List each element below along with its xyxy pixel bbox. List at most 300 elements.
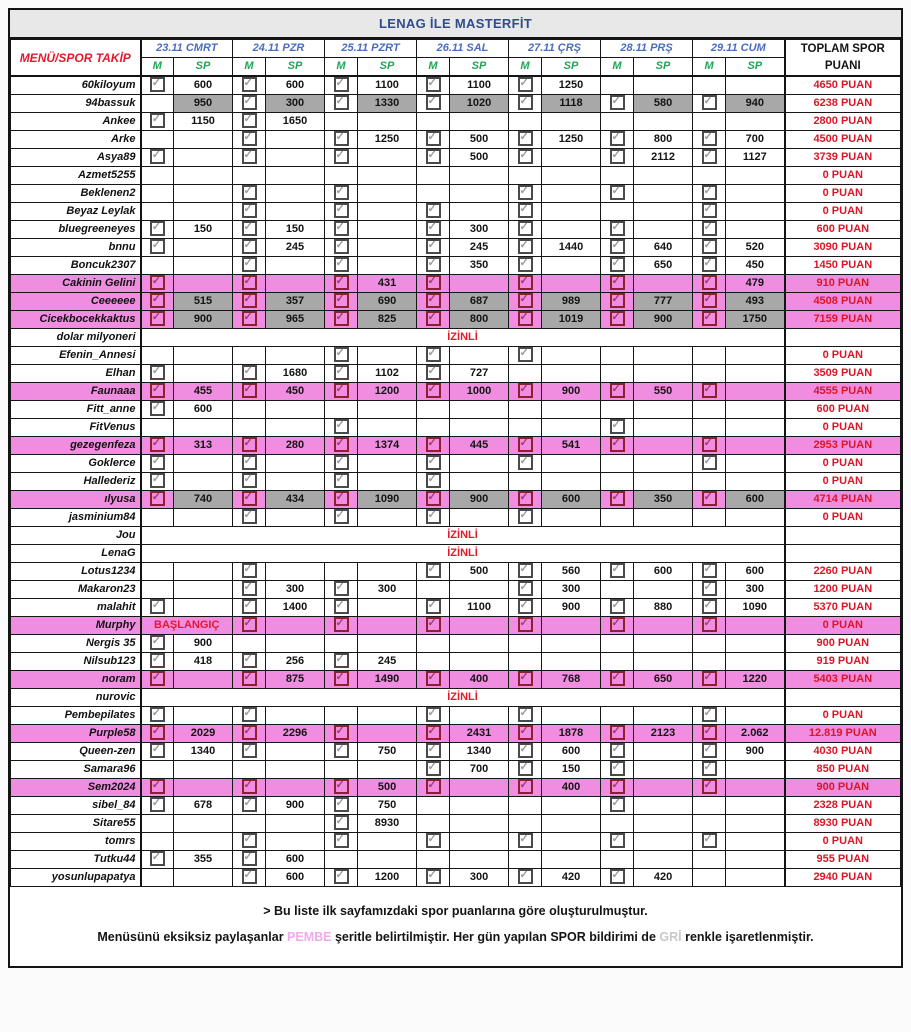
menu-cell bbox=[233, 797, 266, 815]
menu-checkbox[interactable] bbox=[702, 833, 717, 848]
menu-checkbox[interactable] bbox=[426, 563, 441, 578]
menu-checkbox[interactable] bbox=[518, 671, 533, 686]
menu-checkbox[interactable] bbox=[242, 509, 257, 524]
menu-checkbox[interactable] bbox=[334, 797, 349, 812]
menu-checkbox[interactable] bbox=[518, 239, 533, 254]
menu-cell bbox=[325, 347, 358, 365]
menu-checkbox[interactable] bbox=[426, 869, 441, 884]
menu-checkbox[interactable] bbox=[610, 743, 625, 758]
menu-checkbox[interactable] bbox=[518, 131, 533, 146]
menu-checkbox[interactable] bbox=[242, 491, 257, 506]
sp-score-cell bbox=[266, 743, 325, 761]
table-row bbox=[11, 563, 901, 581]
menu-checkbox[interactable] bbox=[610, 419, 625, 434]
total-points: 0 PUAN bbox=[785, 347, 901, 365]
menu-checkbox[interactable] bbox=[518, 707, 533, 722]
sp-score-cell: 900 bbox=[542, 383, 601, 401]
menu-cell bbox=[233, 149, 266, 167]
member-name: Cakinin Gelini bbox=[11, 275, 141, 293]
menu-checkbox[interactable] bbox=[150, 77, 165, 92]
table-row bbox=[11, 365, 901, 383]
sp-score-cell bbox=[266, 833, 325, 851]
menu-checkbox[interactable] bbox=[702, 707, 717, 722]
menu-checkbox[interactable] bbox=[334, 599, 349, 614]
menu-checkbox[interactable] bbox=[518, 293, 533, 308]
menu-checkbox[interactable] bbox=[334, 221, 349, 236]
menu-checkbox[interactable] bbox=[242, 113, 257, 128]
member-name: Cicekbocekkaktus bbox=[11, 311, 141, 329]
sp-score-cell: 900 bbox=[634, 311, 693, 329]
menu-checkbox[interactable] bbox=[518, 275, 533, 290]
menu-checkbox[interactable] bbox=[150, 455, 165, 470]
total-points: 0 PUAN bbox=[785, 833, 901, 851]
menu-checkbox[interactable] bbox=[150, 221, 165, 236]
sp-score-cell: 880 bbox=[634, 599, 693, 617]
menu-checkbox[interactable] bbox=[150, 779, 165, 794]
menu-checkbox[interactable] bbox=[150, 671, 165, 686]
table-row bbox=[11, 779, 901, 797]
menu-checkbox[interactable] bbox=[610, 239, 625, 254]
menu-checkbox[interactable] bbox=[242, 203, 257, 218]
menu-checkbox[interactable] bbox=[150, 275, 165, 290]
sp-score-cell: 500 bbox=[358, 779, 417, 797]
member-name: Azmet5255 bbox=[11, 167, 141, 185]
menu-checkbox[interactable] bbox=[518, 203, 533, 218]
sp-score-cell bbox=[358, 221, 417, 239]
menu-checkbox[interactable] bbox=[610, 563, 625, 578]
sp-score-cell: 750 bbox=[358, 743, 417, 761]
menu-checkbox[interactable] bbox=[242, 383, 257, 398]
sp-score-cell bbox=[726, 221, 785, 239]
menu-checkbox[interactable] bbox=[242, 293, 257, 308]
sp-score-cell bbox=[542, 509, 601, 527]
menu-checkbox[interactable] bbox=[518, 455, 533, 470]
menu-checkbox[interactable] bbox=[242, 239, 257, 254]
menu-checkbox[interactable] bbox=[242, 149, 257, 164]
menu-checkbox[interactable] bbox=[242, 221, 257, 236]
sp-score-cell: 600 bbox=[726, 491, 785, 509]
menu-checkbox[interactable] bbox=[426, 77, 441, 92]
menu-checkbox[interactable] bbox=[610, 761, 625, 776]
menu-checkbox[interactable] bbox=[426, 131, 441, 146]
menu-checkbox[interactable] bbox=[610, 293, 625, 308]
menu-checkbox[interactable] bbox=[610, 869, 625, 884]
menu-checkbox[interactable] bbox=[334, 293, 349, 308]
menu-checkbox[interactable] bbox=[702, 599, 717, 614]
menu-cell bbox=[509, 653, 542, 671]
menu-checkbox[interactable] bbox=[334, 257, 349, 272]
member-name: Nergis 35 bbox=[11, 635, 141, 653]
menu-checkbox[interactable] bbox=[150, 149, 165, 164]
menu-cell bbox=[693, 869, 726, 887]
member-name: Goklerce bbox=[11, 455, 141, 473]
menu-checkbox[interactable] bbox=[334, 383, 349, 398]
menu-checkbox[interactable] bbox=[334, 815, 349, 830]
menu-checkbox[interactable] bbox=[334, 149, 349, 164]
menu-checkbox[interactable] bbox=[426, 743, 441, 758]
member-name: jasminium84 bbox=[11, 509, 141, 527]
sp-score-cell bbox=[358, 239, 417, 257]
sp-score-cell bbox=[726, 473, 785, 491]
sp-score-cell bbox=[450, 653, 509, 671]
menu-cell bbox=[417, 221, 450, 239]
menu-checkbox[interactable] bbox=[702, 131, 717, 146]
menu-checkbox[interactable] bbox=[426, 473, 441, 488]
menu-checkbox[interactable] bbox=[610, 383, 625, 398]
menu-checkbox[interactable] bbox=[242, 473, 257, 488]
menu-checkbox[interactable] bbox=[702, 779, 717, 794]
sp-score-cell bbox=[726, 617, 785, 635]
menu-checkbox[interactable] bbox=[518, 509, 533, 524]
menu-checkbox[interactable] bbox=[518, 257, 533, 272]
sp-score-cell bbox=[358, 509, 417, 527]
menu-checkbox[interactable] bbox=[702, 149, 717, 164]
sp-score-cell: 1102 bbox=[358, 365, 417, 383]
menu-checkbox[interactable] bbox=[518, 599, 533, 614]
menu-checkbox[interactable] bbox=[702, 311, 717, 326]
menu-checkbox[interactable] bbox=[334, 185, 349, 200]
sp-score-cell: 560 bbox=[542, 563, 601, 581]
menu-checkbox[interactable] bbox=[150, 473, 165, 488]
menu-checkbox[interactable] bbox=[426, 509, 441, 524]
menu-checkbox[interactable] bbox=[518, 581, 533, 596]
sp-score-cell: 1100 bbox=[450, 76, 509, 95]
menu-checkbox[interactable] bbox=[334, 131, 349, 146]
menu-cell bbox=[233, 833, 266, 851]
menu-checkbox[interactable] bbox=[610, 257, 625, 272]
menu-checkbox[interactable] bbox=[242, 779, 257, 794]
menu-checkbox[interactable] bbox=[334, 833, 349, 848]
menu-checkbox[interactable] bbox=[242, 617, 257, 632]
menu-checkbox[interactable] bbox=[702, 293, 717, 308]
menu-checkbox[interactable] bbox=[426, 437, 441, 452]
menu-checkbox[interactable] bbox=[518, 185, 533, 200]
menu-checkbox[interactable] bbox=[242, 95, 257, 110]
menu-checkbox[interactable] bbox=[242, 77, 257, 92]
menu-checkbox[interactable] bbox=[518, 95, 533, 110]
menu-checkbox[interactable] bbox=[426, 275, 441, 290]
menu-checkbox[interactable] bbox=[426, 671, 441, 686]
menu-checkbox[interactable] bbox=[334, 473, 349, 488]
menu-checkbox[interactable] bbox=[242, 707, 257, 722]
menu-checkbox[interactable] bbox=[334, 725, 349, 740]
menu-checkbox[interactable] bbox=[426, 383, 441, 398]
menu-checkbox[interactable] bbox=[150, 797, 165, 812]
sp-score-cell: 1250 bbox=[542, 76, 601, 95]
menu-cell bbox=[325, 149, 358, 167]
menu-checkbox[interactable] bbox=[610, 149, 625, 164]
menu-checkbox[interactable] bbox=[334, 653, 349, 668]
menu-checkbox[interactable] bbox=[426, 725, 441, 740]
menu-checkbox[interactable] bbox=[334, 437, 349, 452]
menu-checkbox[interactable] bbox=[518, 725, 533, 740]
menu-checkbox[interactable] bbox=[334, 365, 349, 380]
menu-checkbox[interactable] bbox=[150, 635, 165, 650]
menu-checkbox[interactable] bbox=[242, 599, 257, 614]
menu-checkbox[interactable] bbox=[702, 491, 717, 506]
menu-checkbox[interactable] bbox=[518, 437, 533, 452]
menu-checkbox[interactable] bbox=[150, 653, 165, 668]
menu-checkbox[interactable] bbox=[426, 707, 441, 722]
member-name: Pembepilates bbox=[11, 707, 141, 725]
menu-checkbox[interactable] bbox=[242, 653, 257, 668]
total-points: 4508 PUAN bbox=[785, 293, 901, 311]
menu-checkbox[interactable] bbox=[426, 221, 441, 236]
menu-checkbox[interactable] bbox=[242, 797, 257, 812]
menu-checkbox[interactable] bbox=[242, 437, 257, 452]
menu-checkbox[interactable] bbox=[242, 365, 257, 380]
menu-checkbox[interactable] bbox=[702, 95, 717, 110]
menu-checkbox[interactable] bbox=[334, 311, 349, 326]
menu-checkbox[interactable] bbox=[702, 563, 717, 578]
menu-checkbox[interactable] bbox=[334, 275, 349, 290]
menu-checkbox[interactable] bbox=[518, 77, 533, 92]
menu-checkbox[interactable] bbox=[242, 581, 257, 596]
menu-checkbox[interactable] bbox=[242, 725, 257, 740]
menu-cell bbox=[233, 473, 266, 491]
sp-score-cell bbox=[542, 833, 601, 851]
menu-checkbox[interactable] bbox=[518, 617, 533, 632]
legend-color-word: GRİ bbox=[659, 930, 682, 944]
menu-cell bbox=[417, 743, 450, 761]
menu-checkbox[interactable] bbox=[702, 761, 717, 776]
total-points bbox=[785, 689, 901, 707]
menu-checkbox[interactable] bbox=[242, 743, 257, 758]
menu-checkbox[interactable] bbox=[334, 671, 349, 686]
sp-score-cell bbox=[358, 833, 417, 851]
table-row bbox=[11, 743, 901, 761]
menu-checkbox[interactable] bbox=[150, 743, 165, 758]
menu-checkbox[interactable] bbox=[150, 383, 165, 398]
sp-score-cell bbox=[634, 76, 693, 95]
menu-cell bbox=[141, 563, 174, 581]
table-row bbox=[11, 401, 901, 419]
menu-checkbox[interactable] bbox=[150, 239, 165, 254]
menu-checkbox[interactable] bbox=[242, 455, 257, 470]
sp-score-cell bbox=[450, 455, 509, 473]
menu-checkbox[interactable] bbox=[426, 311, 441, 326]
menu-cell bbox=[601, 797, 634, 815]
menu-checkbox[interactable] bbox=[426, 149, 441, 164]
menu-checkbox[interactable] bbox=[334, 347, 349, 362]
menu-cell bbox=[233, 779, 266, 797]
menu-checkbox[interactable] bbox=[426, 761, 441, 776]
menu-checkbox[interactable] bbox=[334, 491, 349, 506]
menu-checkbox[interactable] bbox=[518, 779, 533, 794]
menu-checkbox[interactable] bbox=[610, 95, 625, 110]
menu-checkbox[interactable] bbox=[426, 455, 441, 470]
menu-checkbox[interactable] bbox=[702, 617, 717, 632]
menu-checkbox[interactable] bbox=[518, 311, 533, 326]
table-row bbox=[11, 239, 901, 257]
menu-checkbox[interactable] bbox=[702, 725, 717, 740]
menu-checkbox[interactable] bbox=[242, 869, 257, 884]
menu-checkbox[interactable] bbox=[242, 131, 257, 146]
menu-checkbox[interactable] bbox=[518, 383, 533, 398]
menu-checkbox[interactable] bbox=[334, 95, 349, 110]
menu-cell bbox=[509, 437, 542, 455]
menu-checkbox[interactable] bbox=[518, 491, 533, 506]
menu-checkbox[interactable] bbox=[334, 779, 349, 794]
sp-score-cell bbox=[726, 401, 785, 419]
menu-checkbox[interactable] bbox=[702, 185, 717, 200]
menu-checkbox[interactable] bbox=[426, 491, 441, 506]
menu-checkbox[interactable] bbox=[610, 131, 625, 146]
sp-score-cell: 350 bbox=[450, 257, 509, 275]
menu-checkbox[interactable] bbox=[702, 239, 717, 254]
sp-score-cell: 650 bbox=[634, 671, 693, 689]
menu-checkbox[interactable] bbox=[334, 617, 349, 632]
menu-checkbox[interactable] bbox=[242, 275, 257, 290]
sp-score-cell: 600 bbox=[634, 563, 693, 581]
menu-checkbox[interactable] bbox=[610, 221, 625, 236]
sp-score-cell bbox=[450, 167, 509, 185]
menu-checkbox[interactable] bbox=[426, 95, 441, 110]
menu-cell bbox=[417, 149, 450, 167]
menu-checkbox[interactable] bbox=[610, 491, 625, 506]
menu-checkbox[interactable] bbox=[426, 779, 441, 794]
menu-cell bbox=[601, 581, 634, 599]
menu-checkbox[interactable] bbox=[426, 239, 441, 254]
sp-score-cell bbox=[174, 167, 233, 185]
menu-checkbox[interactable] bbox=[242, 257, 257, 272]
menu-checkbox[interactable] bbox=[334, 581, 349, 596]
menu-checkbox[interactable] bbox=[702, 275, 717, 290]
menu-cell bbox=[141, 95, 174, 113]
sp-score-cell bbox=[634, 203, 693, 221]
menu-checkbox[interactable] bbox=[150, 293, 165, 308]
menu-checkbox[interactable] bbox=[242, 833, 257, 848]
menu-checkbox[interactable] bbox=[702, 581, 717, 596]
sp-score-cell: 989 bbox=[542, 293, 601, 311]
menu-checkbox[interactable] bbox=[242, 311, 257, 326]
menu-checkbox[interactable] bbox=[150, 491, 165, 506]
menu-checkbox[interactable] bbox=[518, 563, 533, 578]
menu-checkbox[interactable] bbox=[702, 743, 717, 758]
menu-checkbox[interactable] bbox=[150, 437, 165, 452]
sp-score-cell bbox=[542, 257, 601, 275]
menu-checkbox[interactable] bbox=[610, 671, 625, 686]
baslangic-cell: BAŞLANGIÇ bbox=[141, 617, 233, 635]
table-row bbox=[11, 149, 901, 167]
menu-checkbox[interactable] bbox=[334, 203, 349, 218]
sp-score-cell: 400 bbox=[450, 671, 509, 689]
menu-checkbox[interactable] bbox=[518, 347, 533, 362]
menu-checkbox[interactable] bbox=[610, 437, 625, 452]
menu-checkbox[interactable] bbox=[610, 275, 625, 290]
menu-cell bbox=[417, 509, 450, 527]
sp-score-cell: 1150 bbox=[174, 113, 233, 131]
menu-checkbox[interactable] bbox=[518, 869, 533, 884]
menu-checkbox[interactable] bbox=[610, 311, 625, 326]
sp-score-cell bbox=[542, 113, 601, 131]
menu-cell bbox=[233, 599, 266, 617]
sp-score-cell bbox=[266, 347, 325, 365]
menu-checkbox[interactable] bbox=[610, 833, 625, 848]
menu-checkbox[interactable] bbox=[150, 707, 165, 722]
menu-checkbox[interactable] bbox=[610, 797, 625, 812]
menu-cell bbox=[417, 257, 450, 275]
menu-checkbox[interactable] bbox=[610, 779, 625, 794]
menu-cell bbox=[509, 581, 542, 599]
menu-checkbox[interactable] bbox=[702, 437, 717, 452]
menu-checkbox[interactable] bbox=[702, 455, 717, 470]
menu-checkbox[interactable] bbox=[518, 833, 533, 848]
menu-checkbox[interactable] bbox=[334, 869, 349, 884]
sp-score-cell bbox=[634, 761, 693, 779]
menu-checkbox[interactable] bbox=[334, 743, 349, 758]
menu-checkbox[interactable] bbox=[518, 221, 533, 236]
menu-checkbox[interactable] bbox=[334, 77, 349, 92]
menu-cell bbox=[141, 149, 174, 167]
menu-checkbox[interactable] bbox=[702, 671, 717, 686]
sp-score-cell bbox=[726, 347, 785, 365]
menu-checkbox[interactable] bbox=[610, 617, 625, 632]
menu-checkbox[interactable] bbox=[150, 851, 165, 866]
menu-checkbox[interactable] bbox=[242, 671, 257, 686]
menu-checkbox[interactable] bbox=[334, 455, 349, 470]
menu-cell bbox=[417, 869, 450, 887]
menu-checkbox[interactable] bbox=[334, 239, 349, 254]
menu-checkbox[interactable] bbox=[150, 365, 165, 380]
menu-cell bbox=[233, 617, 266, 635]
menu-cell bbox=[417, 671, 450, 689]
menu-checkbox[interactable] bbox=[426, 203, 441, 218]
menu-checkbox[interactable] bbox=[426, 599, 441, 614]
menu-checkbox[interactable] bbox=[702, 257, 717, 272]
menu-checkbox[interactable] bbox=[150, 401, 165, 416]
menu-checkbox[interactable] bbox=[150, 599, 165, 614]
menu-checkbox[interactable] bbox=[242, 851, 257, 866]
menu-checkbox[interactable] bbox=[610, 185, 625, 200]
menu-cell bbox=[141, 869, 174, 887]
menu-checkbox[interactable] bbox=[150, 311, 165, 326]
menu-checkbox[interactable] bbox=[242, 563, 257, 578]
table-row bbox=[11, 167, 901, 185]
menu-checkbox[interactable] bbox=[702, 383, 717, 398]
menu-checkbox[interactable] bbox=[426, 833, 441, 848]
menu-checkbox[interactable] bbox=[150, 113, 165, 128]
menu-checkbox[interactable] bbox=[426, 617, 441, 632]
menu-checkbox[interactable] bbox=[518, 761, 533, 776]
total-points: 3509 PUAN bbox=[785, 365, 901, 383]
menu-checkbox[interactable] bbox=[702, 221, 717, 236]
menu-checkbox[interactable] bbox=[242, 185, 257, 200]
menu-checkbox[interactable] bbox=[426, 257, 441, 272]
menu-checkbox[interactable] bbox=[702, 203, 717, 218]
menu-checkbox[interactable] bbox=[426, 365, 441, 380]
menu-checkbox[interactable] bbox=[334, 509, 349, 524]
menu-checkbox[interactable] bbox=[610, 725, 625, 740]
menu-checkbox[interactable] bbox=[518, 149, 533, 164]
table-row bbox=[11, 76, 901, 95]
menu-cell bbox=[325, 869, 358, 887]
sp-score-cell: 2.062 bbox=[726, 725, 785, 743]
sp-subheader: SP bbox=[174, 58, 233, 77]
total-points: 1200 PUAN bbox=[785, 581, 901, 599]
sp-score-cell bbox=[450, 275, 509, 293]
menu-checkbox[interactable] bbox=[610, 599, 625, 614]
menu-checkbox[interactable] bbox=[150, 725, 165, 740]
menu-cell bbox=[233, 419, 266, 437]
menu-checkbox[interactable] bbox=[334, 419, 349, 434]
menu-checkbox[interactable] bbox=[518, 743, 533, 758]
date-header: 25.11 PZRT bbox=[325, 40, 417, 58]
menu-checkbox[interactable] bbox=[426, 347, 441, 362]
sp-score-cell: 245 bbox=[358, 653, 417, 671]
menu-cell bbox=[141, 167, 174, 185]
menu-checkbox[interactable] bbox=[426, 293, 441, 308]
